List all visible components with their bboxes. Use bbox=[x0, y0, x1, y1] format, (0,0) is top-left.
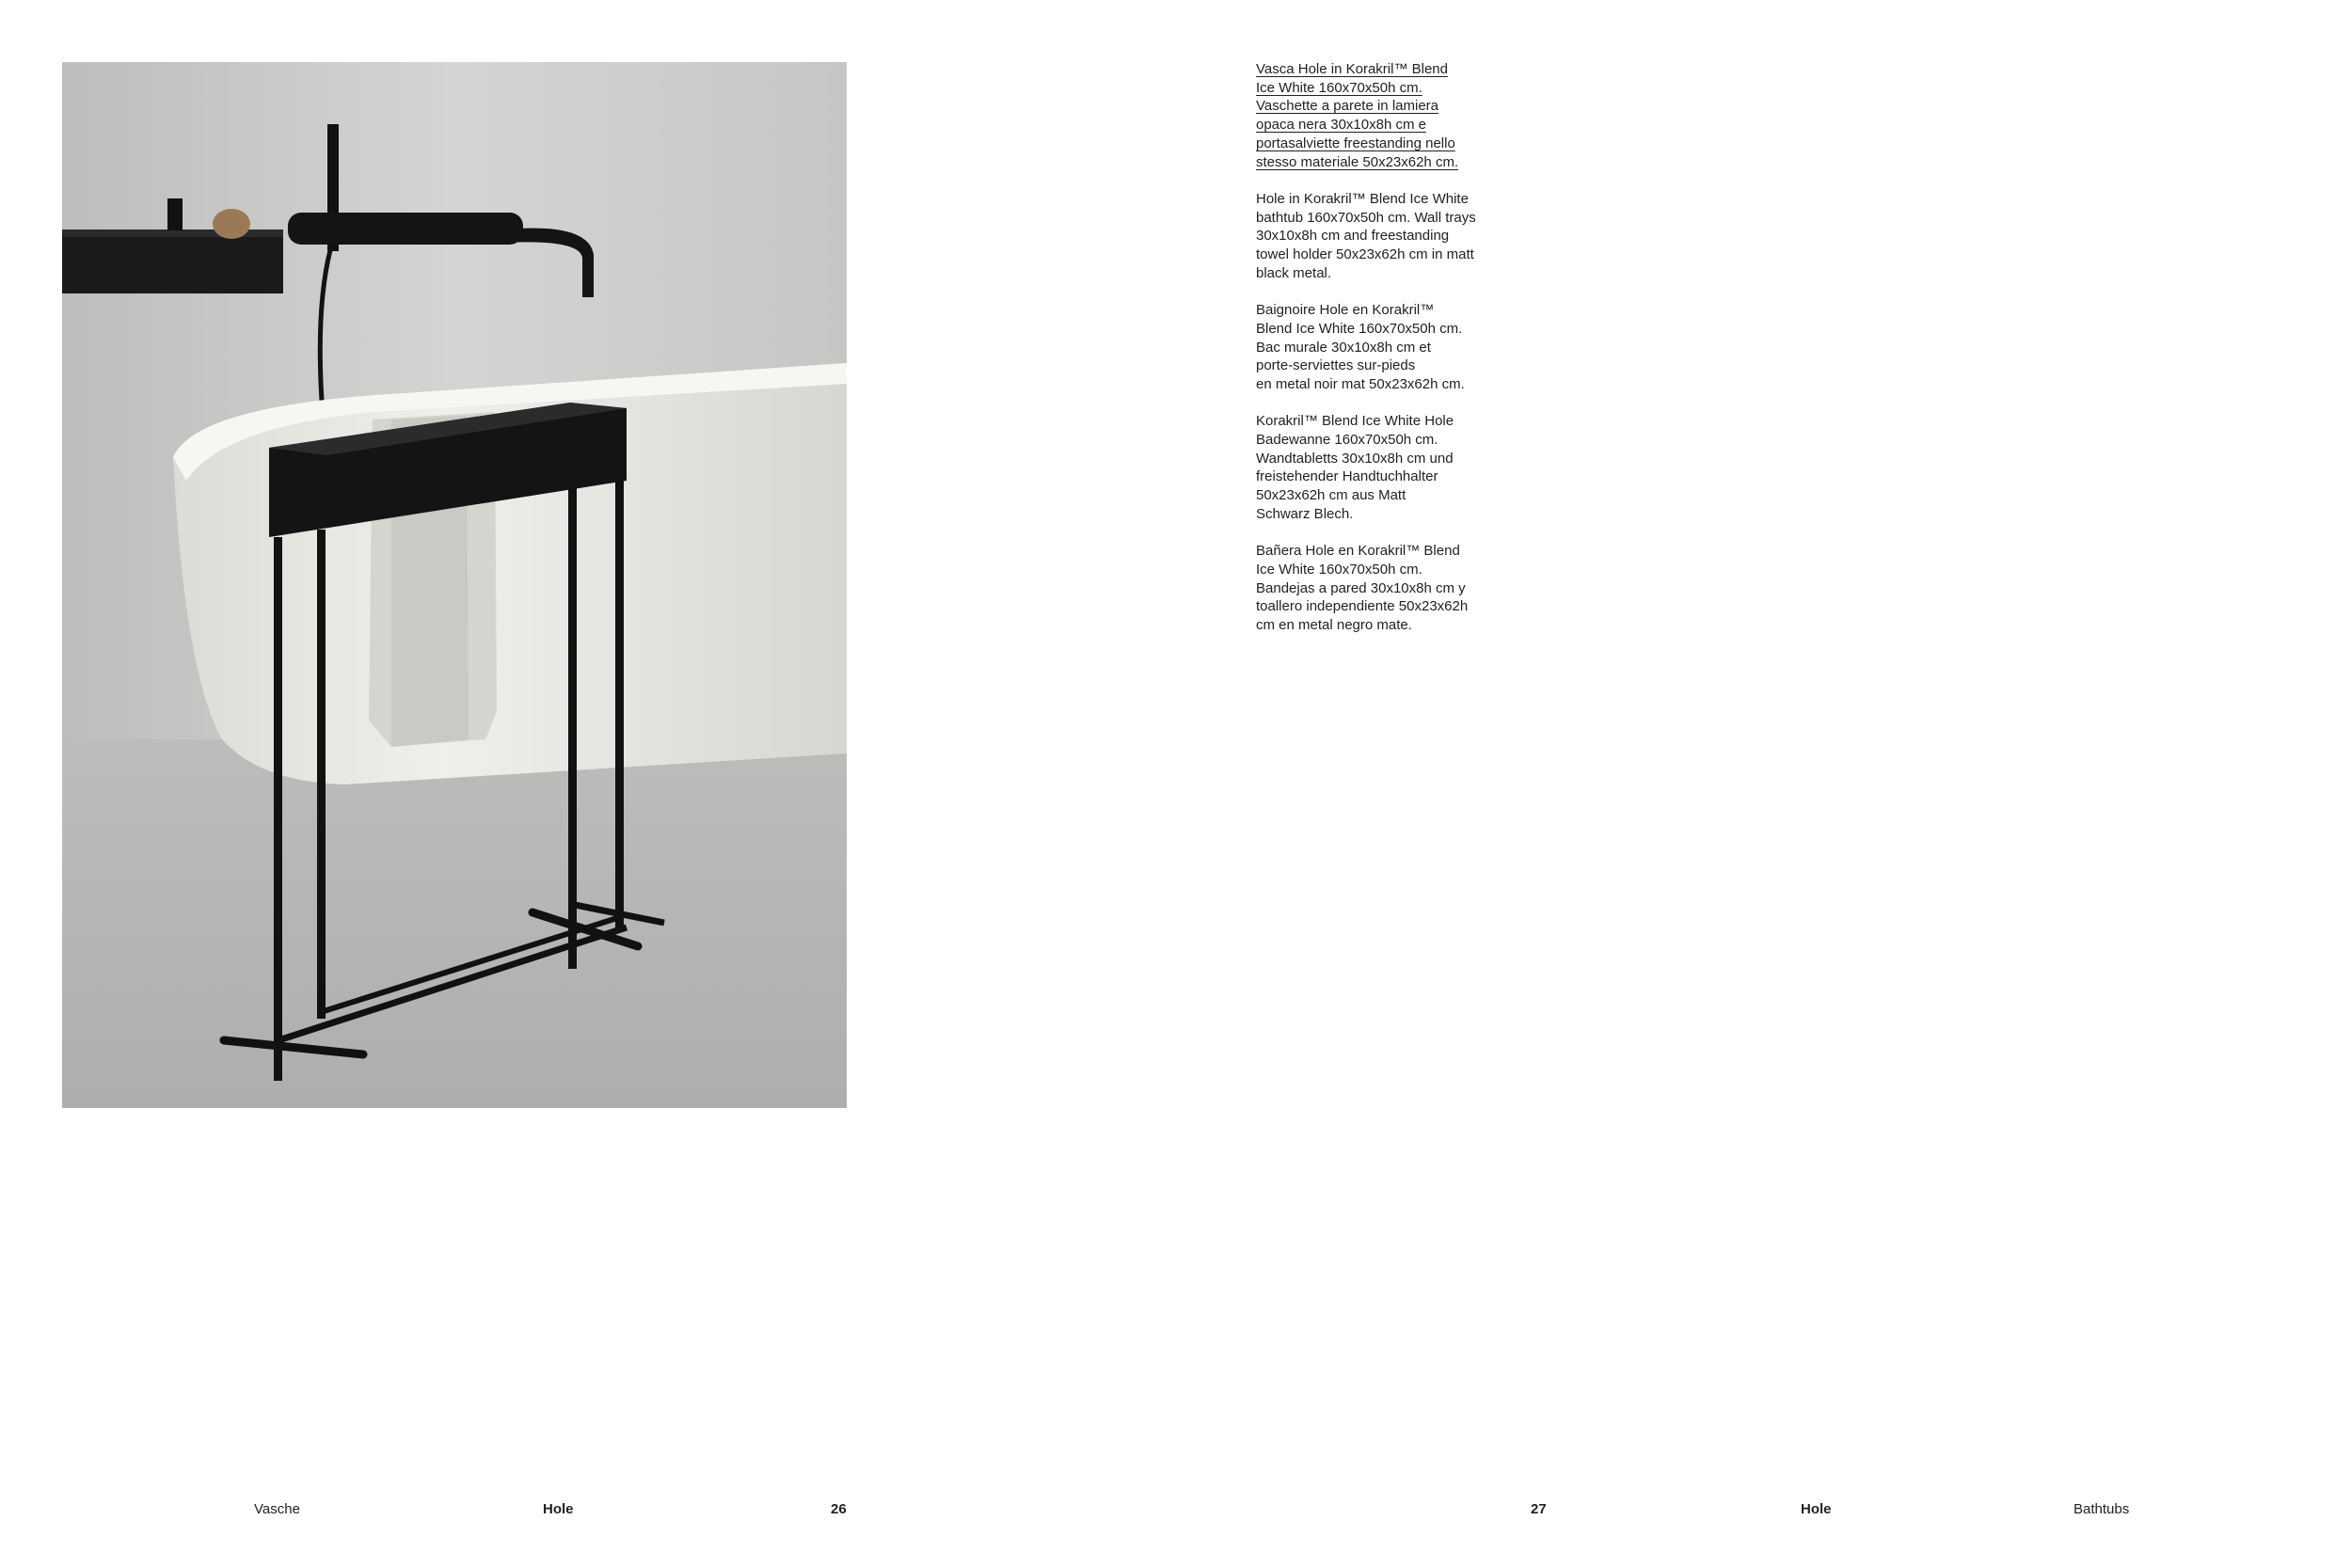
footer-product-right: Hole bbox=[1801, 1501, 1832, 1517]
footer-section-right: Bathtubs bbox=[2074, 1501, 2130, 1517]
caption-block bbox=[1256, 60, 1538, 653]
caption-english: Hole in Korakril™ Blend Ice White bathtub 160x70x50h cm. Wall trays 30x10x8h cm and freestanding towel holder 50x23x62h cm in matt black metal. bbox=[1256, 190, 1476, 281]
caption-spanish: Bañera Hole en Korakril™ Blend Ice White 160x70x50h cm. Bandejas a pared 30x10x8h cm y toallero independiente 50x23x62h cm en metal negro mate. bbox=[1256, 543, 1469, 634]
footer-section-left: Vasche bbox=[254, 1501, 300, 1517]
caption-german: Korakril™ Blend Ice White Hole Badewanne 160x70x50h cm. Wandtabletts 30x10x8h cm und freistehender Handtuchhalter 50x23x62h cm aus Matt Schwarz Blech. bbox=[1256, 413, 1454, 522]
footer-page-number-left: 26 bbox=[831, 1501, 847, 1517]
footer-product-left: Hole bbox=[543, 1501, 574, 1517]
caption-italian: Vasca Hole in Korakril™ Blend Ice White 160x70x50h cm. Vaschette a parete in lamiera opaca nera 30x10x8h cm e portasalviette freestanding nello stesso materiale 50x23x62h cm. bbox=[1256, 61, 1459, 170]
footer-page-number-right: 27 bbox=[1531, 1501, 1547, 1517]
product-photo bbox=[62, 62, 847, 1108]
caption-french: Baignoire Hole en Korakril™ Blend Ice White 160x70x50h cm. Bac murale 30x10x8h cm et porte-serviettes sur-pieds en metal noir mat 50x23x62h cm. bbox=[1256, 302, 1465, 392]
